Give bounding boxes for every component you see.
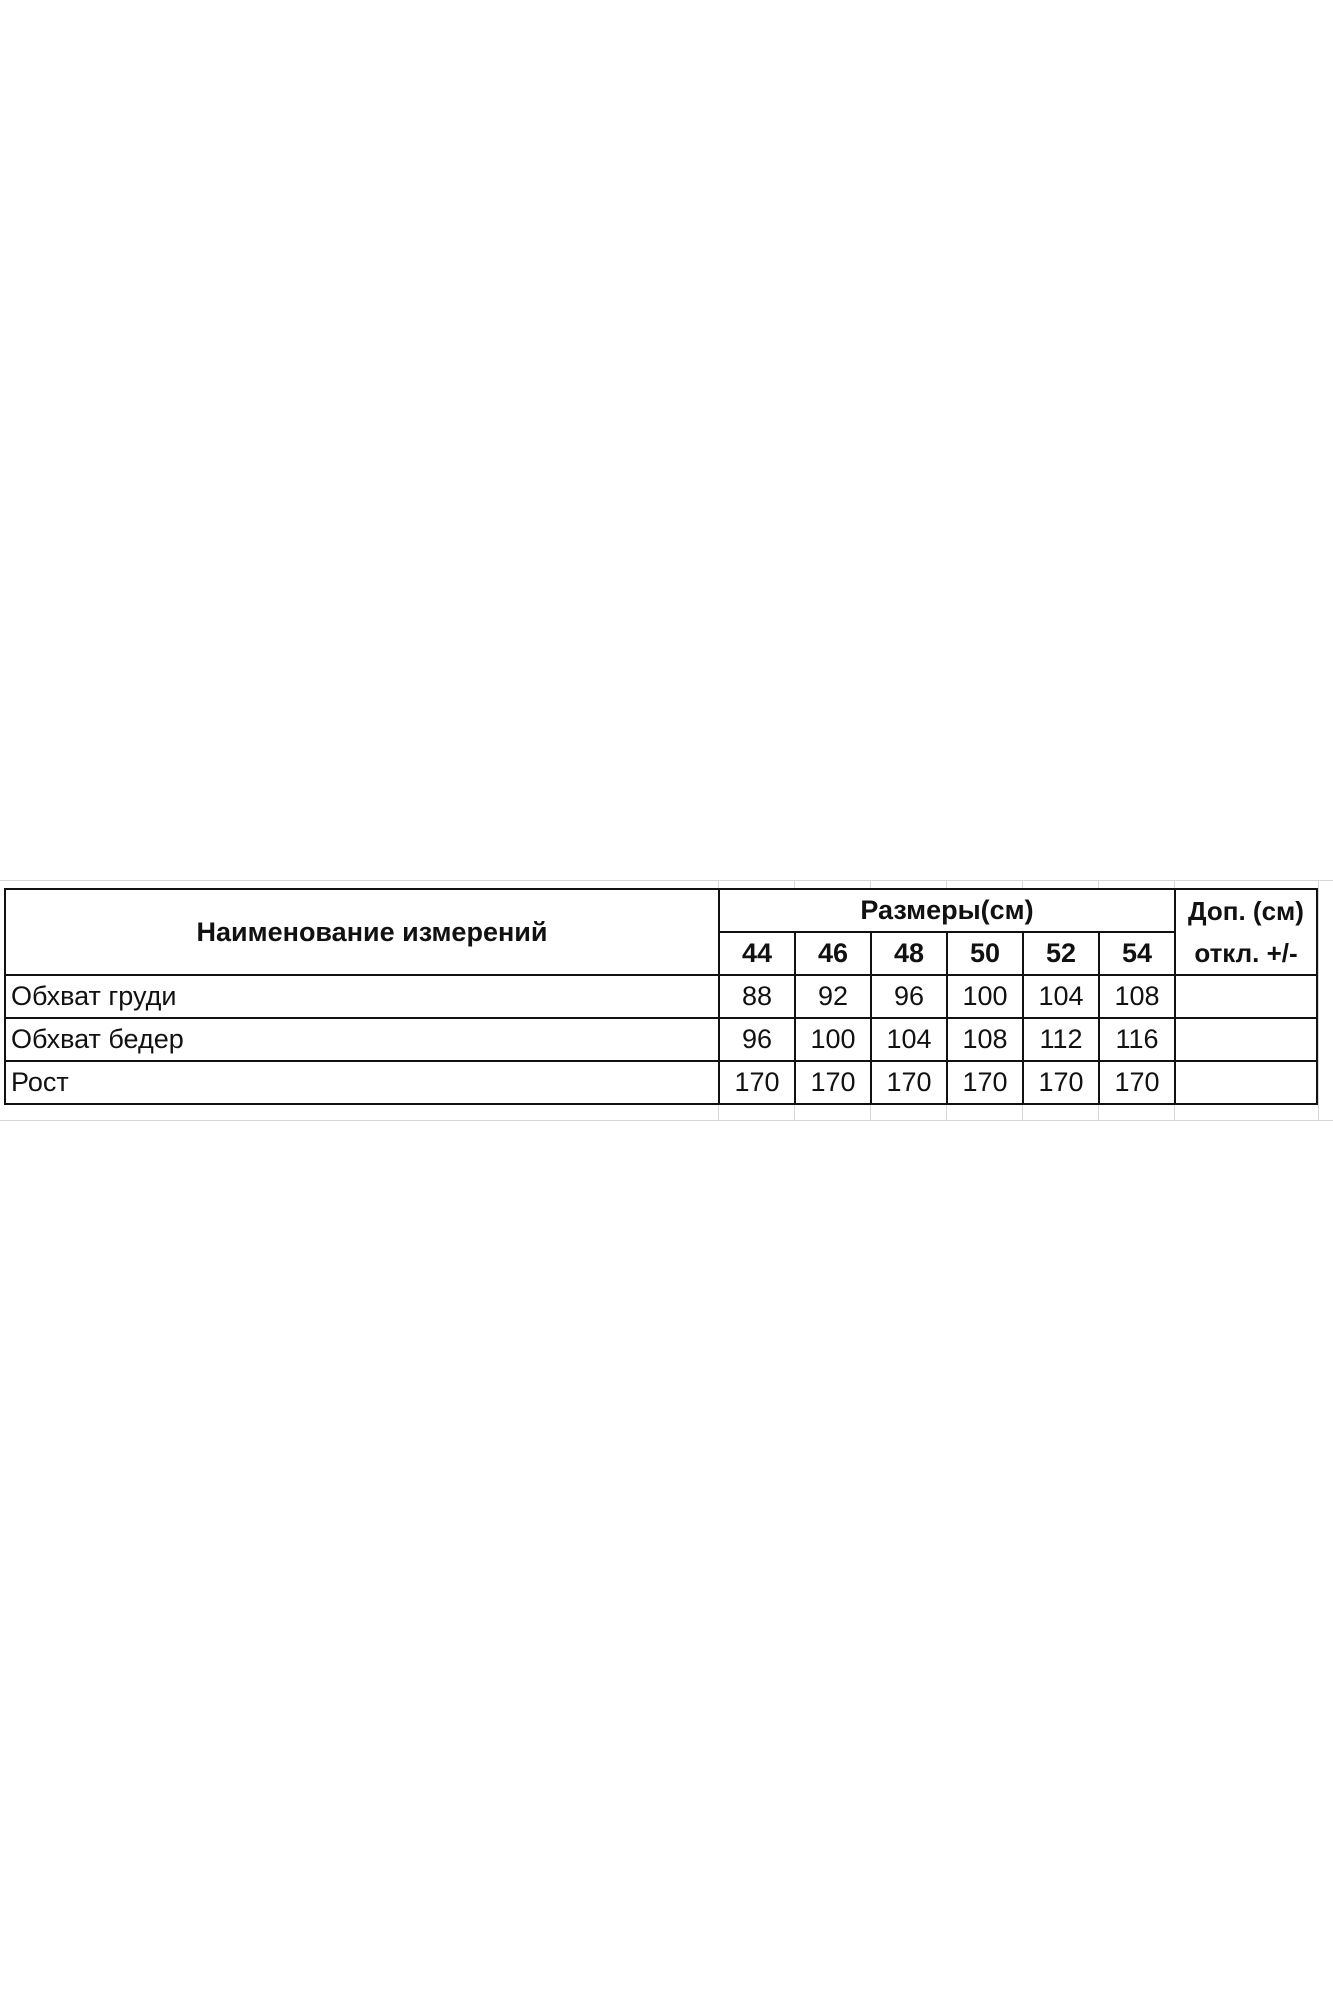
header-measurement-name: Наименование измерений <box>5 889 719 975</box>
sheet-gridline <box>0 880 1333 881</box>
size-52: 52 <box>1023 932 1099 975</box>
sheet-gridline <box>1318 880 1319 1120</box>
size-46: 46 <box>795 932 871 975</box>
cell-value: 170 <box>871 1061 947 1104</box>
size-54: 54 <box>1099 932 1175 975</box>
cell-value: 108 <box>947 1018 1023 1061</box>
cell-value: 104 <box>871 1018 947 1061</box>
cell-value: 170 <box>719 1061 795 1104</box>
table-row <box>5 1018 1317 1061</box>
cell-value: 170 <box>1099 1061 1175 1104</box>
cell-value: 96 <box>719 1018 795 1061</box>
header-sizes: Размеры(см) <box>719 889 1175 932</box>
cell-value: 100 <box>795 1018 871 1061</box>
table-row <box>5 975 1317 1018</box>
tolerance-cell <box>1175 1061 1317 1104</box>
size-50: 50 <box>947 932 1023 975</box>
size-48: 48 <box>871 932 947 975</box>
cell-value: 88 <box>719 975 795 1018</box>
cell-value: 96 <box>871 975 947 1018</box>
tolerance-cell <box>1175 975 1317 1018</box>
cell-value: 170 <box>1023 1061 1099 1104</box>
row-label: Обхват груди <box>5 975 719 1018</box>
tolerance-cell <box>1175 1018 1317 1061</box>
row-label: Рост <box>5 1061 719 1104</box>
header-tolerance: Доп. (см) <box>1175 889 1317 932</box>
cell-value: 170 <box>947 1061 1023 1104</box>
cell-value: 104 <box>1023 975 1099 1018</box>
cell-value: 92 <box>795 975 871 1018</box>
table-row <box>5 1061 1317 1104</box>
size-44: 44 <box>719 932 795 975</box>
row-label: Обхват бедер <box>5 1018 719 1061</box>
header-row-1 <box>5 889 1317 932</box>
cell-value: 100 <box>947 975 1023 1018</box>
header-tolerance-sub: откл. +/- <box>1175 932 1317 975</box>
cell-value: 170 <box>795 1061 871 1104</box>
size-chart-table <box>4 888 1318 1105</box>
cell-value: 108 <box>1099 975 1175 1018</box>
sheet-gridline <box>0 1120 1333 1121</box>
cell-value: 116 <box>1099 1018 1175 1061</box>
cell-value: 112 <box>1023 1018 1099 1061</box>
